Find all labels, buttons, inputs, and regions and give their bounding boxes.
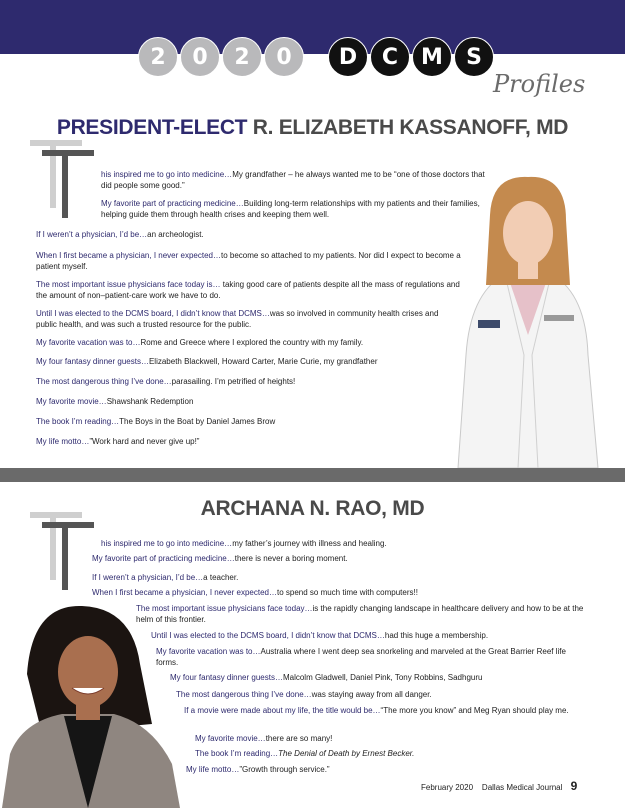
section-divider — [0, 468, 625, 482]
profile2-qa-2: My favorite part of practicing medicine…there is never a boring moment. — [92, 554, 348, 563]
profile2-qa-1: his inspired me to go into medicine…my father’s journey with illness and healing. — [101, 539, 387, 548]
profile1-qa-10: My favorite movie…Shawshank Redemption — [36, 397, 194, 406]
profile1-name: R. ELIZABETH KASSANOFF, MD — [252, 116, 569, 139]
section-label: Profiles — [493, 70, 586, 98]
org-letter: C — [370, 37, 410, 77]
profile1-qa-11: The book I’m reading…The Boys in the Boat by Daniel James Brow — [36, 417, 276, 426]
profile2-qa-6: Until I was elected to the DCMS board, I didn’t know that DCMS…had this huge a membership. — [151, 631, 489, 640]
org-letter: M — [412, 37, 452, 77]
org-letter: S — [454, 37, 494, 77]
profile2-qa-7: My favorite vacation was to…Australia where I went deep sea snorkeling and marveled at the Great Barrier Reef life forms. — [156, 647, 566, 667]
dropcap-t-2 — [30, 512, 100, 592]
year-digit: 2 — [138, 37, 178, 77]
profile2-qa-12: The book I’m reading…The Denial of Death by Ernest Becker. — [195, 749, 415, 758]
profile1-qa-1: his inspired me to go into medicine…My grandfather – he always wanted me to be “one of those doctors that did people some good.” — [101, 170, 485, 190]
footer-journal: Dallas Medical Journal — [481, 783, 563, 792]
profile1-qa-2: My favorite part of practicing medicine…Building long-term relationships with my patients and their families, helping guide them through health crises and keeping them well. — [101, 199, 480, 219]
profile2-qa-10: If a movie were made about my life, the title would be…“The more you know” and Meg Ryan should play me. — [184, 706, 569, 715]
year-org-badges — [138, 37, 494, 77]
profile1-qa-3: If I weren’t a physician, I’d be…an archeologist. — [36, 230, 204, 239]
profile2-qa-4: When I first became a physician, I never expected…to spend so much time with computers!! — [92, 588, 418, 597]
profile2-qa-11: My favorite movie…there are so many! — [195, 734, 333, 743]
year-digit: 2 — [222, 37, 262, 77]
profile1-title — [0, 116, 625, 140]
profile2-qa-3: If I weren’t a physician, I’d be…a teacher. — [92, 573, 239, 582]
profile1-qa-7: My favorite vacation was to…Rome and Greece where I explored the country with my family. — [36, 338, 364, 347]
profile1-qa-6: Until I was elected to the DCMS board, I didn’t know that DCMS…was so involved in community health crises and public health, and was such a trusted resource for the public. — [36, 309, 439, 329]
profile1-role: PRESIDENT-ELECT — [56, 116, 248, 139]
profile1-qa-8: My four fantasy dinner guests…Elizabeth Blackwell, Howard Carter, Marie Curie, my grandfather — [36, 357, 378, 366]
profile1-qa-5: The most important issue physicians face today is… taking good care of patients despite all the mass of regulations and the amount of non–patient-care work we have to do. — [36, 280, 460, 300]
page-number: 9 — [570, 779, 578, 793]
profile2-qa-9: The most dangerous thing I’ve done…was staying away from all danger. — [176, 690, 432, 699]
year-digit: 0 — [180, 37, 220, 77]
dropcap-t-1 — [30, 140, 100, 220]
profile1-qa-9: The most dangerous thing I’ve done…parasailing. I’m petrified of heights! — [36, 377, 296, 386]
profile2-qa-5: The most important issue physicians face today…is the rapidly changing landscape in healthcare delivery and how to be at the helm of this frontier. — [136, 604, 584, 624]
profile1-qa-12: My life motto…”Work hard and never give up!” — [36, 437, 200, 446]
footer-date: February 2020 — [421, 783, 474, 792]
profile2-qa-8: My four fantasy dinner guests…Malcolm Gladwell, Daniel Pink, Tony Robbins, Sadhguru — [170, 673, 483, 682]
page-footer — [421, 779, 577, 793]
profile1-qa-4: When I first became a physician, I never expected…to become so attached to my patients. Nor did I expect to become a patient myself. — [36, 251, 461, 271]
profile2-qa-13: My life motto…”Growth through service.” — [186, 765, 330, 774]
year-digit: 0 — [264, 37, 304, 77]
profile2-name: ARCHANA N. RAO, MD — [200, 497, 425, 520]
org-letter: D — [328, 37, 368, 77]
